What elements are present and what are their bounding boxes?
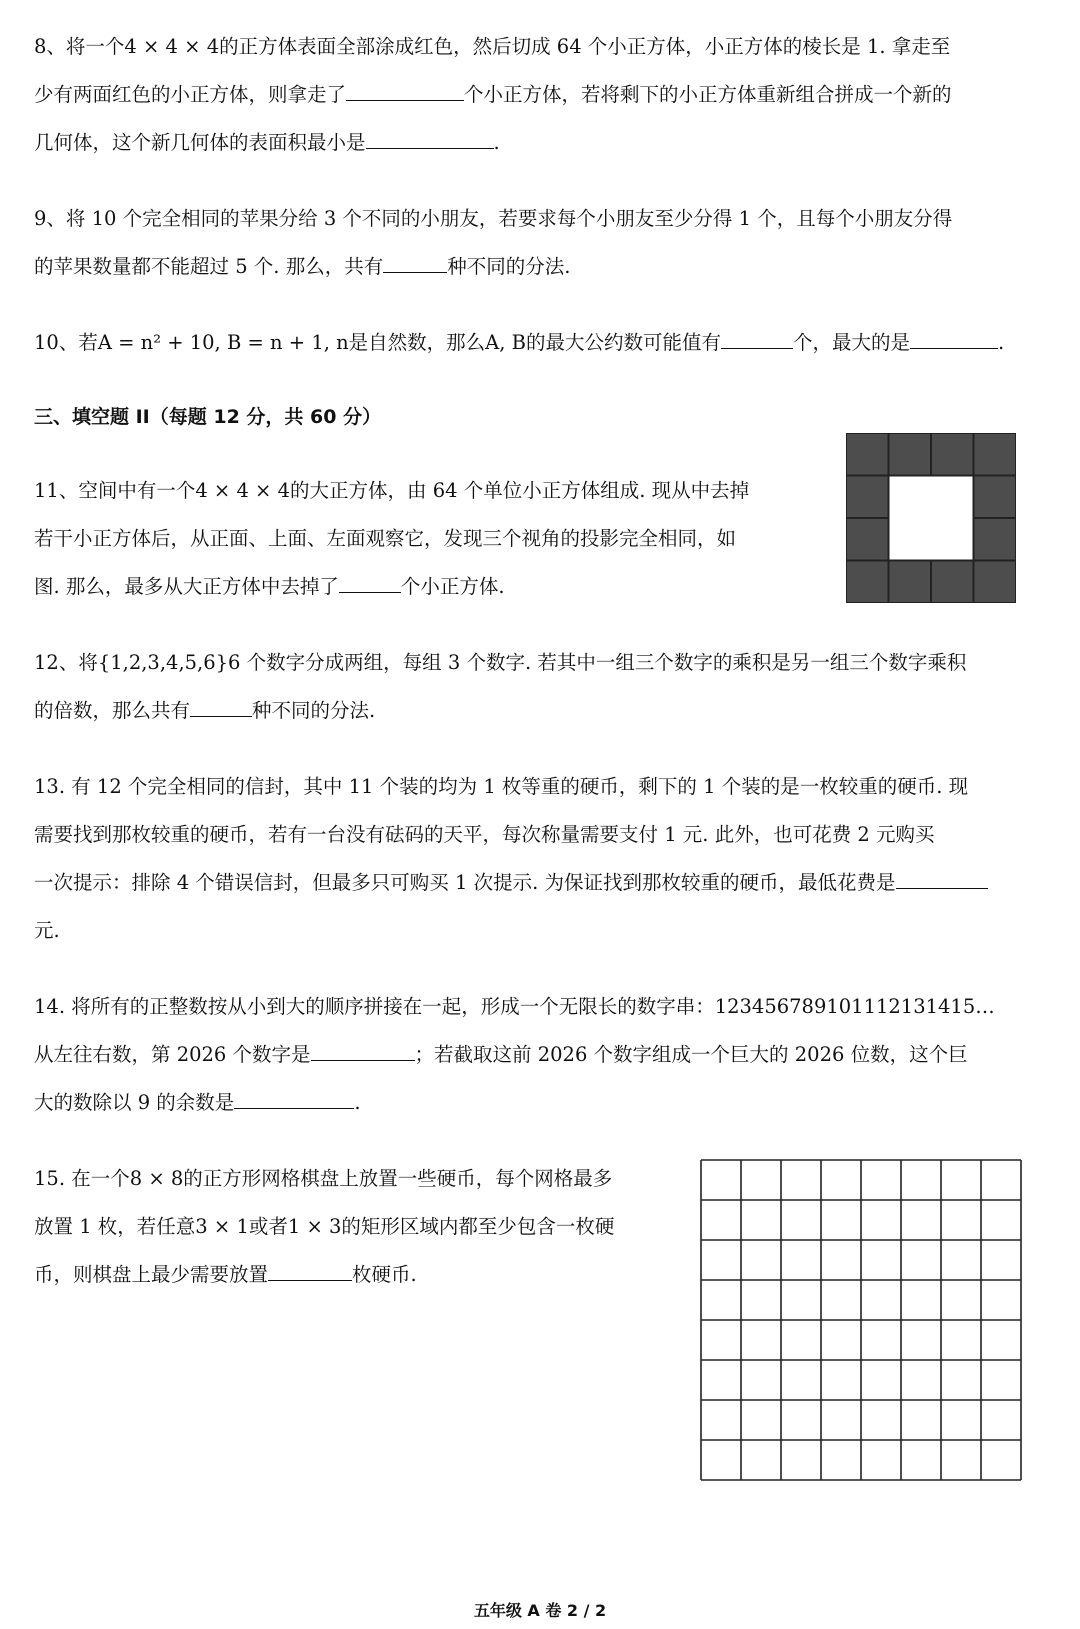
- q13-line-4: 元.: [34, 919, 60, 942]
- q8-text-3a: 几何体，这个新几何体的表面积最小是: [34, 131, 366, 154]
- q14-text-3a: 大的数除以 9 的余数是: [34, 1091, 235, 1114]
- q14-text-2b: ；若截取这前 2026 个数字组成一个巨大的 2026 位数，这个巨: [414, 1043, 968, 1066]
- q13-line-3: [34, 870, 988, 896]
- q12-text-2a: 的倍数，那么共有: [34, 699, 191, 722]
- q14-answer-blank-2[interactable]: [234, 1090, 354, 1109]
- q15-text-3b: 枚硬币.: [352, 1263, 417, 1286]
- q11-line-2: 若干小正方体后，从正面、上面、左面观察它，发现三个视角的投影完全相同，如: [34, 527, 737, 550]
- q12-line-1: 12、将{1,2,3,4,5,6}6 个数字分成两组，每组 3 个数字. 若其中一组三个数字的乘积是另一组三个数字乘积: [34, 651, 967, 674]
- q15-line-2: 放置 1 枚，若任意3 × 1或者1 × 3的矩形区域内都至少包含一枚硬: [34, 1215, 615, 1238]
- q8-line-2: [34, 82, 952, 108]
- page-footer: 五年级 A 卷 2 / 2: [473, 1601, 607, 1620]
- q12-line-2: [34, 698, 375, 724]
- q15-answer-blank[interactable]: [268, 1262, 352, 1281]
- q11-line-3: [34, 574, 505, 600]
- q8-text-2b: 个小正方体，若将剩下的小正方体重新组合拼成一个新的: [464, 83, 952, 106]
- q13-text-3: 一次提示：排除 4 个错误信封，但最多只可购买 1 次提示. 为保证找到那枚较重的硬币，最低花费是: [34, 871, 896, 894]
- q14-line-2: [34, 1042, 968, 1068]
- q13-answer-blank[interactable]: [896, 870, 988, 889]
- q8-text-2a: 少有两面红色的小正方体，则拿走了: [34, 83, 347, 106]
- q14-text-2a: 从左往右数，第 2026 个数字是: [34, 1043, 311, 1066]
- q9-text-2a: 的苹果数量都不能超过 5 个. 那么，共有: [34, 255, 384, 278]
- q14-answer-blank-1[interactable]: [311, 1042, 415, 1061]
- q11-text-3a: 图. 那么，最多从大正方体中去掉了: [34, 575, 339, 598]
- q15-line-1: 15. 在一个8 × 8的正方形网格棋盘上放置一些硬币，每个网格最多: [34, 1167, 613, 1190]
- q14-line-1: 14. 将所有的正整数按从小到大的顺序拼接在一起，形成一个无限长的数字串：123456789101112131415…: [34, 995, 995, 1018]
- q9-text-2b: 种不同的分法.: [447, 255, 571, 278]
- q13-line-1: 13. 有 12 个完全相同的信封，其中 11 个装的均为 1 枚等重的硬币，剩下的 1 个装的是一枚较重的硬币. 现: [34, 775, 969, 798]
- q9-line-2: [34, 254, 570, 280]
- projection-hole: [889, 476, 974, 561]
- q12-answer-blank[interactable]: [190, 698, 252, 717]
- cube-projection-figure: [846, 433, 1016, 603]
- q11-text-3b: 个小正方体.: [400, 575, 505, 598]
- q8-answer-blank-2[interactable]: [366, 130, 494, 149]
- q10-text-b: 个，最大的是: [793, 331, 911, 354]
- q11-line-1: 11、空间中有一个4 × 4 × 4的大正方体，由 64 个单位小正方体组成. 现从中去掉: [34, 479, 750, 502]
- section-title: 三、填空题 II（每题 12 分，共 60 分）: [34, 406, 382, 428]
- q15-text-3a: 币，则棋盘上最少需要放置: [34, 1263, 269, 1286]
- q11-answer-blank[interactable]: [339, 574, 401, 593]
- q9-line-1: 9、将 10 个完全相同的苹果分给 3 个不同的小朋友，若要求每个小朋友至少分得 1 个，且每个小朋友分得: [34, 207, 953, 230]
- chessboard-grid-figure: [700, 1159, 1022, 1481]
- q8-answer-blank-1[interactable]: [346, 82, 464, 101]
- q14-text-3b: .: [354, 1091, 361, 1114]
- q15-line-3: [34, 1262, 417, 1288]
- q10-text-c: .: [998, 331, 1005, 354]
- q8-line-1: 8、将一个4 × 4 × 4的正方体表面全部涂成红色，然后切成 64 个小正方体，小正方体的棱长是 1. 拿走至: [34, 35, 951, 58]
- q10-answer-blank-1[interactable]: [721, 330, 793, 349]
- q10-answer-blank-2[interactable]: [910, 330, 998, 349]
- q14-line-3: [34, 1090, 361, 1116]
- chessboard-grid-lines: [701, 1160, 1021, 1480]
- q8-line-3: [34, 130, 500, 156]
- q9-answer-blank[interactable]: [383, 254, 447, 273]
- q13-line-2: 需要找到那枚较重的硬币，若有一台没有砝码的天平，每次称量需要支付 1 元. 此外，也可花费 2 元购买: [34, 823, 935, 846]
- q8-text-3b: .: [493, 131, 500, 154]
- q12-text-2b: 种不同的分法.: [252, 699, 376, 722]
- q10-text-a: 10、若A = n² + 10, B = n + 1, n是自然数，那么A, B的最大公约数可能值有: [34, 331, 721, 354]
- q10-line: [34, 330, 1004, 356]
